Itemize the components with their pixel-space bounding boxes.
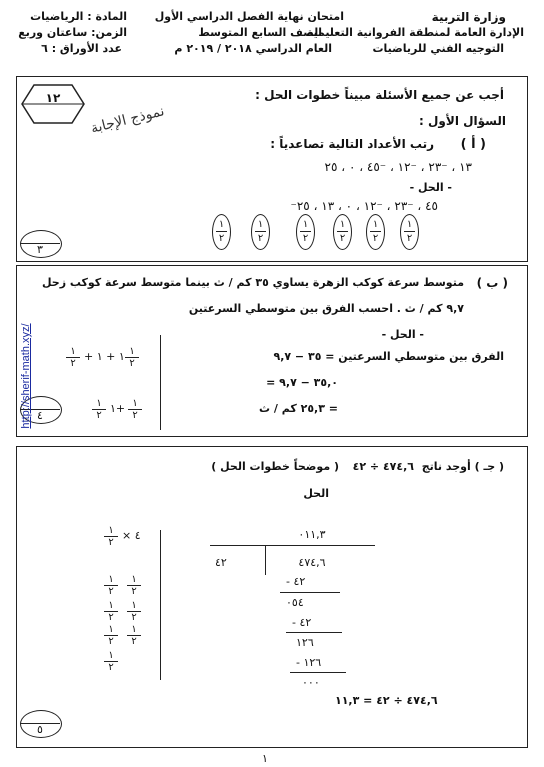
part-b-step2: = ٣٥,٠ − ٩,٧ bbox=[266, 376, 338, 389]
mark-half: ١ ٢ bbox=[128, 398, 142, 421]
header-pages: عدد الأوراق : ٦ bbox=[41, 42, 122, 55]
mark-half: ١ ٢ bbox=[66, 346, 80, 369]
division-bar bbox=[210, 545, 375, 546]
part-a-score: ٣ bbox=[37, 243, 43, 256]
score-total: ١٢ bbox=[45, 91, 61, 105]
part-b-marks-row2: +١ bbox=[110, 402, 126, 415]
handwritten-answer-note: نموذج الإجابة bbox=[89, 103, 166, 137]
intro-instruction: أجب عن جميع الأسئلة مبيناً خطوات الحل : bbox=[255, 88, 504, 102]
part-b-question-line2: ٩,٧ كم / ث . احسب الفرق بين متوسطي السرعتين bbox=[188, 302, 464, 315]
part-b-marks-row1: ١ + ١ + bbox=[84, 350, 125, 363]
part-a-label: ( أ ) bbox=[460, 137, 486, 152]
part-c-label: ( جـ ) أوجد ناتج bbox=[421, 460, 504, 473]
part-b-solution-label: - الحل - bbox=[381, 328, 424, 341]
mark-half-oval: ١ ٢ bbox=[251, 214, 270, 250]
part-c-score: ٥ bbox=[37, 723, 43, 736]
part-a-numbers: ١٣ ، ⁻٢٣ ، ⁻١٢ ، ⁻٤٥ ، ٠ ، ٢٥ bbox=[324, 160, 472, 174]
mark-half-oval: ١ ٢ bbox=[333, 214, 352, 250]
part-b-step1: الفرق بين متوسطي السرعتين = ٣٥ − ٩,٧ bbox=[273, 350, 504, 363]
part-a-solution-label: - الحل - bbox=[409, 181, 452, 194]
division-row: ١٢٦ - bbox=[296, 656, 322, 669]
page-number: ١ bbox=[262, 752, 268, 765]
part-c-final-answer: ٤٧٤,٦ ÷ ٤٢ = ١١,٣ bbox=[335, 694, 438, 707]
mark-half: ١ ٢ bbox=[127, 600, 141, 623]
part-a-answer: ⁻٤٥ ، ⁻٢٣ ، ⁻١٢ ، ٠ ، ١٣ ، ٢٥ bbox=[290, 199, 438, 213]
header-time: الزمن: ساعتان وربع bbox=[18, 26, 127, 39]
mark-half: ١ ٢ bbox=[104, 650, 118, 673]
division-bracket bbox=[265, 545, 266, 575]
division-row: ٠٥٤ bbox=[286, 596, 304, 609]
part-a-prompt: رتب الأعداد التالية تصاعدياً : bbox=[270, 137, 434, 151]
division-divisor: ٤٢ bbox=[215, 556, 227, 569]
division-row: ١٢٦ bbox=[296, 636, 314, 649]
header-subject: المادة : الرياضيات bbox=[30, 10, 127, 23]
division-row: ٤٢ - bbox=[286, 575, 306, 588]
mark-half: ١ ٢ bbox=[125, 346, 139, 369]
mark-half: ١ ٢ bbox=[92, 398, 106, 421]
part-b-step3: = ٢٥,٣ كم / ث bbox=[259, 402, 338, 415]
mark-half: ١ ٢ bbox=[104, 624, 118, 647]
mark-half: ١ ٢ bbox=[127, 624, 141, 647]
division-dividend: ٤٧٤,٦ bbox=[298, 556, 326, 569]
mark-half: ١ ٢ bbox=[127, 574, 141, 597]
part-b-score: ٤ bbox=[37, 409, 43, 422]
part-b-label: ( ب ) bbox=[476, 276, 508, 290]
mark-half: ١ ٢ bbox=[104, 574, 118, 597]
header-grade: الصف السابع المتوسط bbox=[198, 26, 322, 39]
header-directorate: الإدارة العامة لمنطقة الفروانية التعليمية bbox=[306, 26, 524, 39]
mark-half-oval: ١ ٢ bbox=[366, 214, 385, 250]
mark-half: ١ ٢ bbox=[104, 600, 118, 623]
part-c-note: ( موضحاً خطوات الحل ) bbox=[211, 460, 339, 473]
division-quotient: ٠١١,٣ bbox=[298, 528, 326, 541]
part-b-question-line1: متوسط سرعة كوكب الزهرة يساوي ٣٥ كم / ث بينما متوسط سرعة كوكب زحل bbox=[41, 276, 464, 289]
header-department: التوجيه الفني للرياضيات bbox=[372, 42, 504, 55]
mark-half-oval: ١ ٢ bbox=[400, 214, 419, 250]
division-row: ٠٠٠ bbox=[302, 676, 320, 689]
header-year: العام الدراسي ٢٠١٨ / ٢٠١٩ م bbox=[174, 42, 332, 55]
section-part-c bbox=[16, 446, 528, 748]
mark-half-oval: ١ ٢ bbox=[212, 214, 231, 250]
header-ministry: وزارة التربية bbox=[431, 10, 506, 24]
mark-half-oval: ١ ٢ bbox=[296, 214, 315, 250]
question-one-title: السؤال الأول : bbox=[419, 114, 506, 128]
part-c-solution-label: الحل bbox=[303, 487, 329, 500]
side-watermark-link[interactable]: http://sherif-math.xyz/ bbox=[20, 323, 32, 429]
header-exam-title: امتحان نهاية الفصل الدراسي الأول bbox=[154, 10, 344, 23]
mark-half: ١ ٢ bbox=[104, 525, 118, 548]
part-c-marks-top: ٤ × bbox=[122, 529, 141, 542]
part-c-expression: ٤٧٤,٦ ÷ ٤٢ bbox=[352, 460, 414, 473]
division-row: ٤٢ - bbox=[292, 616, 312, 629]
